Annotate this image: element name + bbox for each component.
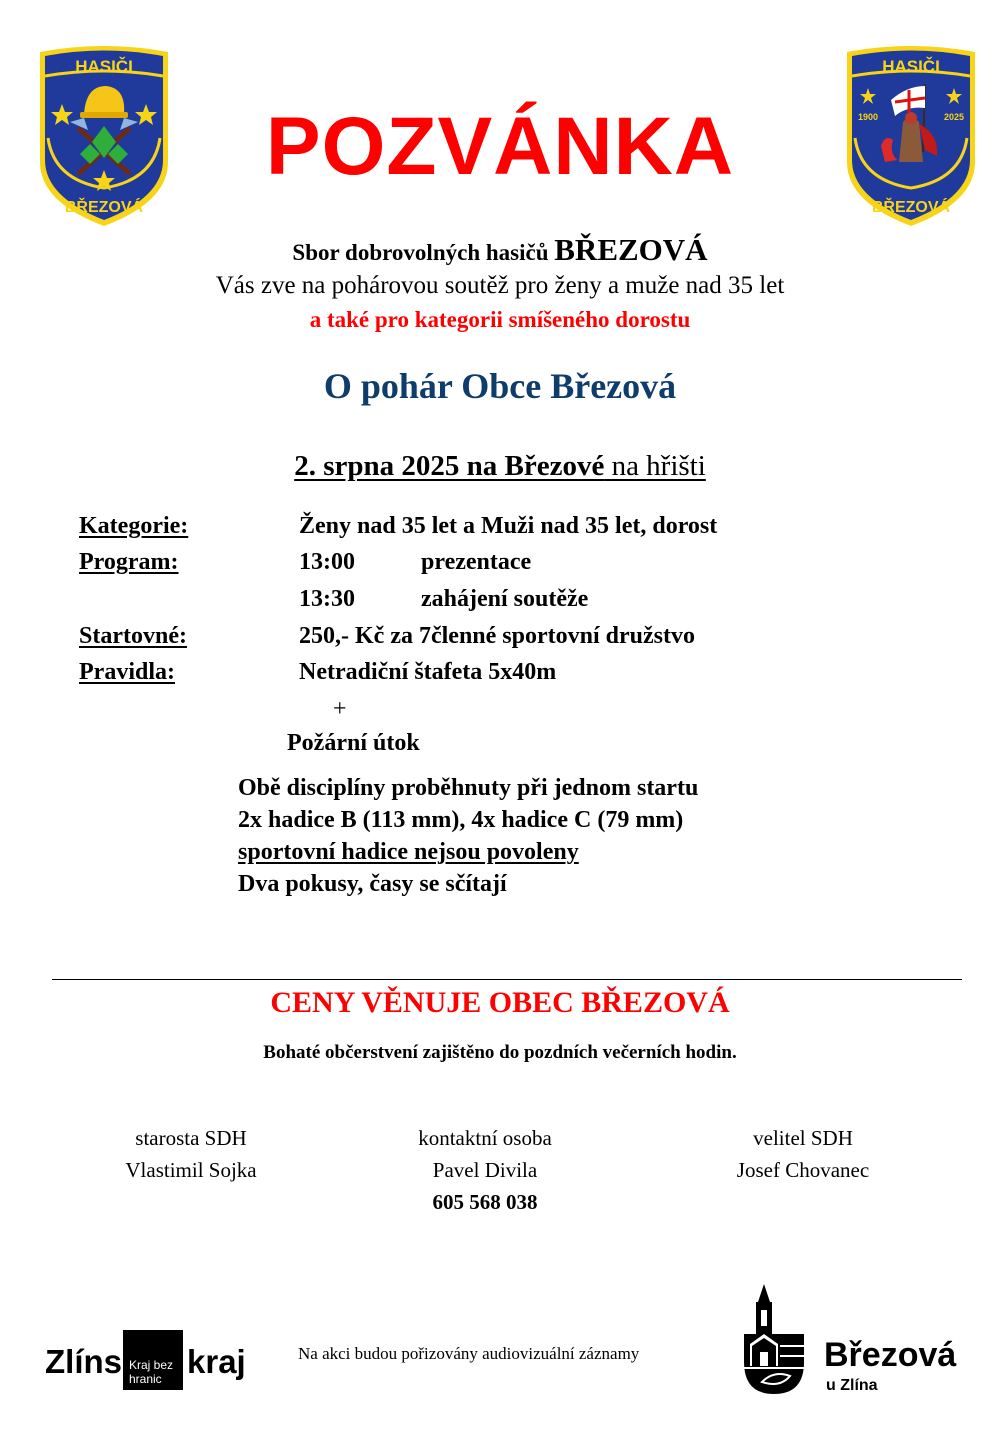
zlin-box-text-2: hranic	[129, 1372, 162, 1386]
contact-role: velitel SDH	[753, 1126, 853, 1150]
contact-name: Vlastimil Sojka	[125, 1158, 257, 1182]
badge-top-text: HASIČI	[75, 57, 133, 76]
program-item	[299, 583, 588, 615]
badge-bottom-text: BŘEZOVÁ	[64, 199, 144, 216]
invitation-title: POZVÁNKA	[265, 101, 735, 192]
refreshments-notice: Bohaté občerstvení zajištěno do pozdních večerních hodin.	[263, 1042, 737, 1063]
fee-value: 250,- Kč za 7členné sportovní družstvo	[299, 623, 695, 649]
badge-top-text: HASIČI	[882, 57, 940, 76]
badge-year-right: 2025	[943, 112, 965, 122]
program-label: Program:	[79, 549, 179, 575]
media-recording-note: Na akci budou pořizovány audiovizuální záznamy	[298, 1344, 640, 1363]
zlin-left-word: Zlíns	[45, 1343, 123, 1380]
event-date-location	[0, 446, 1000, 486]
brezova-municipality-logo	[740, 1282, 995, 1400]
divider	[52, 979, 962, 980]
rules-detail: Dva pokusy, časy se sčítají	[238, 871, 507, 897]
prizes-notice: CENY VĚNUJE OBEC BŘEZOVÁ	[270, 986, 730, 1019]
contact-role: starosta SDH	[135, 1126, 247, 1150]
fee-label: Startovné:	[79, 623, 187, 649]
church-icon	[744, 1284, 804, 1394]
rules-second: Požární útok	[287, 730, 420, 756]
organizer-name: BŘEZOVÁ	[554, 232, 708, 267]
invite-text: Vás zve na pohárovou soutěž pro ženy a muže nad 35 let	[215, 272, 785, 299]
zlin-right-word: kraj	[187, 1343, 246, 1380]
rules-detail: Obě disciplíny proběhnuty při jednom startu	[238, 775, 699, 801]
badge-bottom-text: BŘEZOVÁ	[871, 199, 951, 216]
program-item	[299, 546, 531, 578]
brezova-logo-sub: u Zlína	[826, 1377, 878, 1394]
rules-detail: 2x hadice B (113 mm), 4x hadice C (79 mm)	[238, 807, 684, 833]
subcategory-text: a také pro kategorii smíšeného dorostu	[309, 307, 691, 332]
zlin-region-logo	[45, 1328, 260, 1394]
event-date: 2. srpna 2025 na Březové	[294, 450, 605, 482]
rules-plus: +	[333, 696, 347, 722]
organizer-prefix: Sbor dobrovolných hasičů	[292, 240, 549, 265]
contact-commander	[683, 1122, 923, 1186]
contact-person	[365, 1122, 605, 1218]
category-label: Kategorie:	[79, 513, 189, 539]
organizer-line	[0, 232, 1000, 271]
contact-role: kontaktní osoba	[418, 1126, 552, 1150]
program-text: zahájení soutěže	[421, 586, 589, 612]
zlin-box-text-1: Kraj bez	[129, 1358, 174, 1372]
badge-year-left: 1900	[857, 112, 879, 122]
rules-detail-warning: sportovní hadice nejsou povoleny	[238, 839, 579, 865]
program-time: 13:30	[299, 586, 355, 612]
contact-name: Josef Chovanec	[736, 1158, 870, 1182]
cup-title: O pohár Obce Březová	[323, 366, 677, 406]
category-value: Ženy nad 35 let a Muži nad 35 let, dorost	[299, 513, 718, 539]
contact-name: Pavel Divila	[432, 1158, 538, 1182]
program-text: prezentace	[421, 549, 532, 575]
rules-label: Pravidla:	[79, 659, 175, 685]
brezova-logo-name: Březová	[824, 1336, 957, 1374]
program-time: 13:00	[299, 549, 355, 575]
contact-chairman	[71, 1122, 311, 1186]
event-venue: na hřišti	[604, 450, 706, 482]
contact-phone: 605 568 038	[432, 1190, 538, 1214]
rules-value: Netradiční štafeta 5x40m	[299, 659, 557, 685]
